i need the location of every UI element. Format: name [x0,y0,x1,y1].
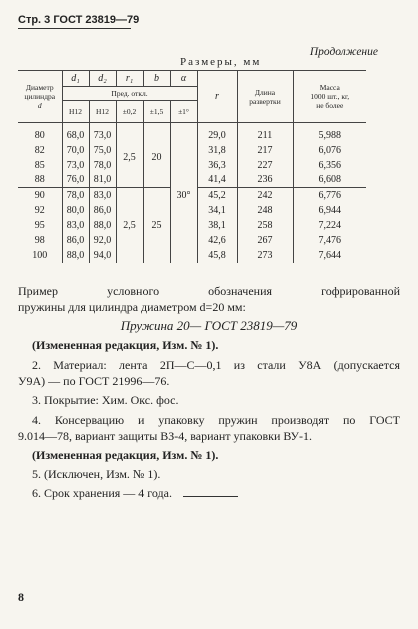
b-group2: 25 [143,188,170,263]
preservation-line-1: 4. Консервацию и упаковку пружин производят по ГОСТ [32,413,400,427]
limits-header: Пред. откл. [62,87,197,101]
col-d1: d₁ [62,71,89,87]
col-r: r [197,71,237,123]
col-diameter-header: Диаметр цилиндра d [18,71,62,123]
r1-group2: 2,5 [116,188,143,263]
amendment-note-1: (Измененная редакция, Изм. № 1). [32,338,219,352]
dimensions-caption: Размеры, мм [180,56,262,68]
col-length: Длина развертки [237,71,293,123]
table-row: 80 68,0 73,0 2,5 20 30° 29,0 211 5,988 [18,128,366,143]
table-row: 92 80,0 86,0 34,1 248 6,944 [18,203,366,218]
tol-alpha: ±1° [170,101,197,123]
table-row: 95 83,0 88,0 38,1 258 7,224 [18,218,366,233]
page-header: Стр. 3 ГОСТ 23819—79 [18,14,140,26]
continuation-label: Продолжение [309,46,378,58]
col-alpha: α [170,71,197,87]
coating-line: 3. Покрытие: Хим. Окс. фос. [32,393,179,407]
header-rule [18,28,131,29]
b-group1: 20 [143,128,170,188]
material-line-1: 2. Материал: лента 2П—С—0,1 из стали У8А (допускается [32,358,400,372]
table-row: 100 88,0 94,0 45,8 273 7,644 [18,248,366,263]
r1-group1: 2,5 [116,128,143,188]
end-rule [183,496,238,497]
col-mass: Масса 1000 шт., кг, не более [293,71,366,123]
material-line-2: У9А) — по ГОСТ 21996—76. [18,374,170,388]
alpha-value: 30° [170,128,197,263]
preservation-line-2: 9.014—78, вариант защиты ВЗ-4, вариант упаковки ВУ-1. [18,429,312,443]
table-row: 85 73,0 78,0 36,3 227 6,356 [18,158,366,173]
example-line-2: пружины для цилиндра диаметром d=20 мм: [18,300,246,314]
designation: Пружина 20— ГОСТ 23819—79 [120,318,298,333]
dimensions-table [18,70,366,263]
amendment-note-2: (Измененная редакция, Изм. № 1). [32,448,219,462]
col-d2: d₂ [89,71,116,87]
tol-r1: ±0,2 [116,101,143,123]
table-row: 82 70,0 75,0 31,8 217 6,076 [18,143,366,158]
storage-term: 6. Срок хранения — 4 года. [32,486,172,500]
example-line-1: Пример условного обозначения гофрированной [18,284,400,298]
table-row: 98 86,0 92,0 42,6 267 7,476 [18,233,366,248]
tol-d1: H12 [62,101,89,123]
col-r1: r₁ [116,71,143,87]
page-number: 8 [18,590,24,604]
table-row: 88 76,0 81,0 41,4 236 6,608 [18,173,366,188]
tol-b: ±1,5 [143,101,170,123]
tol-d2: H12 [89,101,116,123]
table-row: 90 78,0 83,0 2,5 25 45,2 242 6,776 [18,188,366,203]
excluded-item: 5. (Исключен, Изм. № 1). [32,467,161,481]
col-b: b [143,71,170,87]
